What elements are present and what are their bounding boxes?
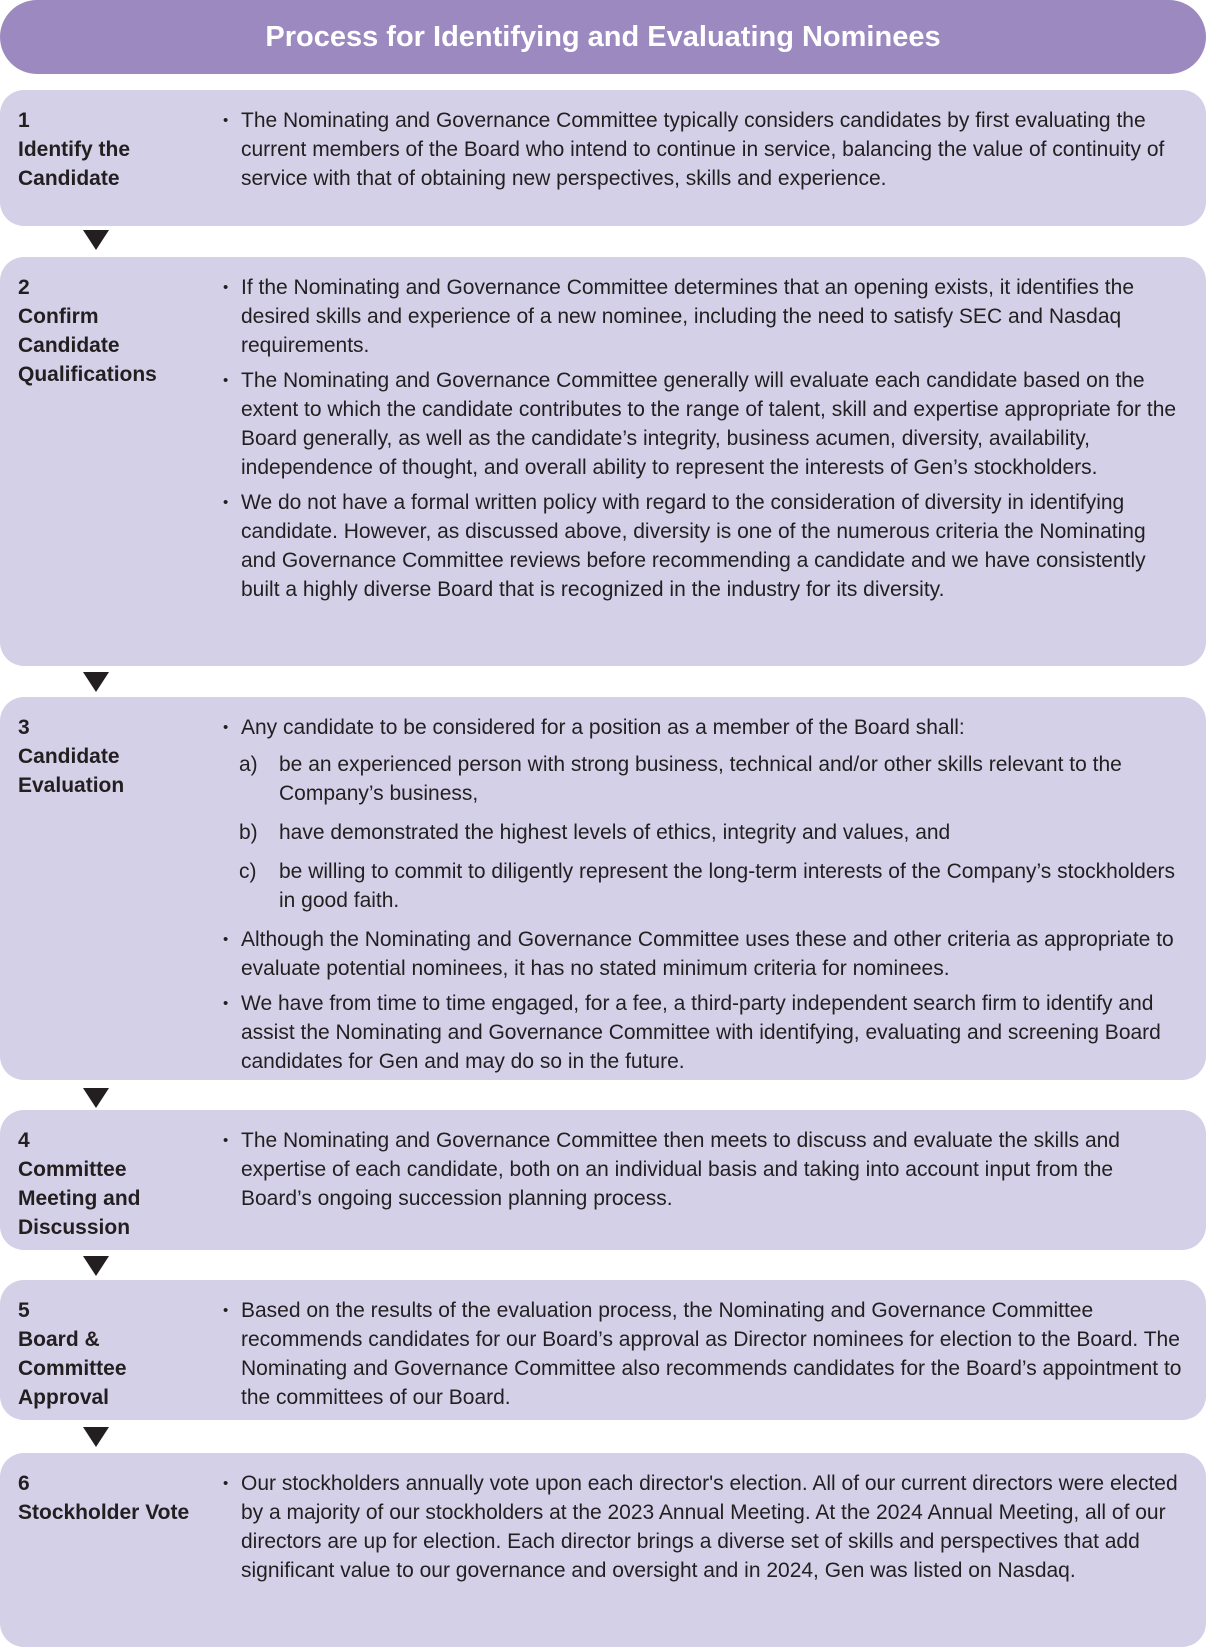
down-arrow-icon [83, 1088, 109, 1108]
bullet-text: The Nominating and Governance Committee typically considers candidates by first evaluating the current members of the Board who intend to continue in service, balancing the value of continuity of service with that of obtaining new perspectives, skills and experience. [241, 109, 1165, 190]
bullet-text: The Nominating and Governance Committee generally will evaluate each candidate based on the extent to which the candidate contributes to the range of talent, skill and expertise appropriate for the Board generally, as well as the candidate’s integrity, business acumen, diversity, availability, independence of thought, and overall ability to represent the interests of Gen’s stockholders. [241, 369, 1177, 479]
bullet-text: Our stockholders annually vote upon each director's election. All of our current directors were elected by a majority of our stockholders at the 2023 Annual Meeting. At the 2024 Annual Meeting, all of our directors are up for election. Each director brings a diverse set of skills and perspectives that add significant value to our governance and oversight and in 2024, Gen was listed on Nasdaq. [241, 1472, 1178, 1582]
bullet-icon: • [223, 1302, 229, 1319]
down-arrow-icon [83, 1427, 109, 1447]
step-number: 4 [18, 1129, 30, 1152]
step-name: Stockholder Vote [18, 1501, 190, 1524]
bullet-item [223, 713, 1184, 742]
sub-text: have demonstrated the highest levels of ethics, integrity and values, and [279, 821, 951, 844]
step-label [18, 273, 218, 389]
step-box-3 [0, 697, 1206, 1080]
bullet-text: Based on the results of the evaluation process, the Nominating and Governance Committee recommends candidates for our Board’s approval as Director nominees for election to the Board. The Nominating and Governance Committee also recommends candidates for the Board’s appointment to the committees of our Board. [241, 1299, 1182, 1409]
bullet-item [223, 989, 1184, 1076]
step-box-4 [0, 1110, 1206, 1250]
sub-item [223, 750, 1184, 808]
step-content [223, 273, 1184, 610]
step-label [18, 713, 218, 800]
step-number: 1 [18, 109, 30, 132]
down-arrow-icon [83, 230, 109, 250]
step-content [223, 713, 1184, 1082]
bullet-icon: • [223, 494, 229, 511]
step-name: Committee Meeting and Discussion [18, 1158, 141, 1239]
bullet-item [223, 488, 1184, 604]
sub-letter: b) [239, 821, 258, 844]
bullet-item [223, 1126, 1184, 1213]
step-number: 6 [18, 1472, 30, 1495]
bullet-text: Any candidate to be considered for a position as a member of the Board shall: [241, 716, 965, 739]
bullet-text: We do not have a formal written policy with regard to the consideration of diversity in identifying candidate. However, as discussed above, diversity is one of the numerous criteria the Nominating and Governance Committee reviews before recommending a candidate and we have consistently built a highly diverse Board that is recognized in the industry for its diversity. [241, 491, 1146, 601]
bullet-icon: • [223, 1475, 229, 1492]
bullet-icon: • [223, 112, 229, 129]
bullet-item [223, 1296, 1184, 1412]
sub-text: be willing to commit to diligently represent the long-term interests of the Company’s stockholders in good faith. [279, 860, 1176, 912]
step-box-5 [0, 1280, 1206, 1420]
bullet-item [223, 366, 1184, 482]
bullet-icon: • [223, 931, 229, 948]
step-content [223, 1296, 1184, 1418]
bullet-text: If the Nominating and Governance Committee determines that an opening exists, it identifies the desired skills and experience of a new nominee, including the need to satisfy SEC and Nasdaq requirements. [241, 276, 1134, 357]
bullet-icon: • [223, 372, 229, 389]
step-number: 5 [18, 1299, 30, 1322]
bullet-icon: • [223, 1132, 229, 1149]
step-box-2 [0, 257, 1206, 666]
step-label [18, 1296, 218, 1412]
sub-letter: c) [239, 860, 257, 883]
bullet-icon: • [223, 719, 229, 736]
step-content [223, 106, 1184, 199]
step-box-1 [0, 90, 1206, 226]
step-name: Board & Committee Approval [18, 1328, 127, 1409]
step-label [18, 1126, 218, 1242]
step-number: 2 [18, 276, 30, 299]
sub-text: be an experienced person with strong business, technical and/or other skills relevant to the Company’s business, [279, 753, 1122, 805]
bullet-text: We have from time to time engaged, for a fee, a third-party independent search firm to identify and assist the Nominating and Governance Committee with identifying, evaluating and screening Board candidates for Gen and may do so in the future. [241, 992, 1161, 1073]
bullet-text: Although the Nominating and Governance Committee uses these and other criteria as appropriate to evaluate potential nominees, it has no stated minimum criteria for nominees. [241, 928, 1174, 980]
step-label [18, 1469, 218, 1527]
step-label [18, 106, 218, 193]
step-content [223, 1469, 1184, 1591]
sub-item [223, 857, 1184, 915]
step-name: Candidate Evaluation [18, 745, 125, 797]
down-arrow-icon [83, 1256, 109, 1276]
bullet-item [223, 925, 1184, 983]
step-name: Confirm Candidate Qualifications [18, 305, 157, 386]
step-box-6 [0, 1453, 1206, 1647]
bullet-icon: • [223, 279, 229, 296]
page-title: Process for Identifying and Evaluating Nominees [0, 0, 1206, 74]
bullet-item [223, 1469, 1184, 1585]
bullet-text: The Nominating and Governance Committee then meets to discuss and evaluate the skills and expertise of each candidate, both on an individual basis and taking into account input from the Board’s ongoing succession planning process. [241, 1129, 1120, 1210]
down-arrow-icon [83, 672, 109, 692]
sub-item [223, 818, 1184, 847]
step-content [223, 1126, 1184, 1219]
sub-letter: a) [239, 753, 258, 776]
bullet-item [223, 106, 1184, 193]
bullet-item [223, 273, 1184, 360]
step-name: Identify the Candidate [18, 138, 131, 190]
bullet-icon: • [223, 995, 229, 1012]
step-number: 3 [18, 716, 30, 739]
